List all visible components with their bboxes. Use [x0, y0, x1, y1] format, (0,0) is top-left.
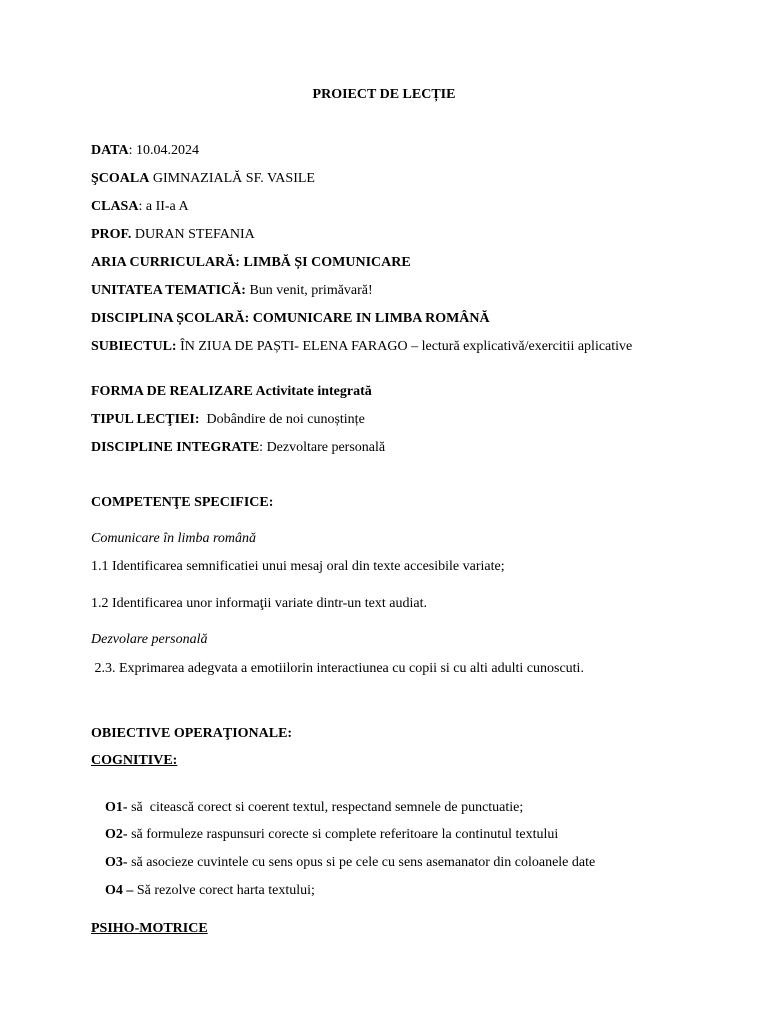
field-prof [91, 226, 255, 244]
field-label: ŞCOALA [91, 171, 150, 186]
field-label: PROF. [91, 227, 132, 242]
field-separator [200, 412, 207, 427]
cognitive-heading: COGNITIVE: [91, 753, 178, 768]
field-value: Dobândire de noi cunoștințe [206, 412, 365, 427]
field-aria-curriculara [91, 254, 411, 272]
field-label: SUBIECTUL: [91, 339, 177, 354]
field-value: DURAN STEFANIA [134, 227, 255, 242]
field-label: TIPUL LECŢIEI: [91, 412, 200, 427]
field-value: ÎN ZIUA DE PAȘTI- ELENA FARAGO – lectură explicativă/exercitii aplicative [180, 339, 633, 354]
field-disciplina-scolara [91, 310, 490, 328]
psiho-motrice-heading: PSIHO-MOTRICE [91, 921, 208, 936]
competente-subject-comunicare: Comunicare în limba română [91, 531, 257, 546]
field-label: DISCIPLINE INTEGRATE [91, 440, 260, 455]
field-discipline-integrate [91, 439, 385, 457]
field-forma-de-realizare [91, 383, 372, 401]
objective-item [91, 864, 315, 918]
field-label: UNITATEA TEMATICĂ: [91, 283, 246, 298]
field-clasa [91, 198, 189, 216]
field-label: DISCIPLINA ȘCOLARĂ: COMUNICARE IN LIMBA ROMÂNĂ [91, 311, 490, 326]
field-value: 10.04.2024 [135, 143, 199, 158]
field-subiectul [91, 338, 676, 356]
competente-item: 1.2 Identificarea unor informaţii variate dintr-un text audiat. [91, 596, 427, 611]
field-label: CLASA [91, 199, 139, 214]
field-separator: : [138, 199, 146, 214]
objective-code: O2- [105, 827, 128, 842]
field-separator: : [259, 440, 267, 455]
competente-item: 1.1 Identificarea semnificatiei unui mesaj oral din texte accesibile variate; [91, 559, 505, 574]
field-label: FORMA DE REALIZARE Activitate integrată [91, 384, 372, 399]
field-unitatea-tematica [91, 282, 373, 300]
field-value: Dezvoltare personală [266, 440, 386, 455]
competente-subject-dezvoltare: Dezvolare personală [91, 632, 208, 647]
field-label: DATA [91, 143, 129, 158]
field-value: a II-a A [145, 199, 189, 214]
field-value: Bun venit, primăvară! [249, 283, 373, 298]
objective-text: să formuleze raspunsuri corecte si complete referitoare la continutul textului [127, 827, 559, 842]
field-tipul-lectiei [91, 411, 365, 429]
field-scoala [91, 170, 315, 188]
competente-item: 2.3. Exprimarea adegvata a emotiilorin interactiunea cu copii si cu alti adulti cunoscuti. [91, 661, 584, 676]
field-value: GIMNAZIALĂ SF. VASILE [152, 171, 315, 186]
objective-code: O3- [105, 855, 128, 870]
document-title: PROIECT DE LECȚIE [312, 87, 456, 102]
competente-heading: COMPETENŢE SPECIFICE: [91, 495, 274, 510]
field-separator: : [128, 143, 136, 158]
objective-text: să asocieze cuvintele cu sens opus si pe cele cu sens asemanator din coloanele date [127, 855, 596, 870]
objective-code: O1- [105, 800, 128, 815]
objective-text: să citească corect si coerent textul, respectand semnele de punctuatie; [127, 800, 524, 815]
objective-code: O4 – [105, 883, 134, 898]
field-label: ARIA CURRICULARĂ: LIMBĂ ȘI COMUNICARE [91, 255, 411, 270]
field-data [91, 142, 199, 160]
objective-text: Să rezolve corect harta textului; [133, 883, 315, 898]
obiective-heading: OBIECTIVE OPERAŢIONALE: [91, 726, 293, 741]
